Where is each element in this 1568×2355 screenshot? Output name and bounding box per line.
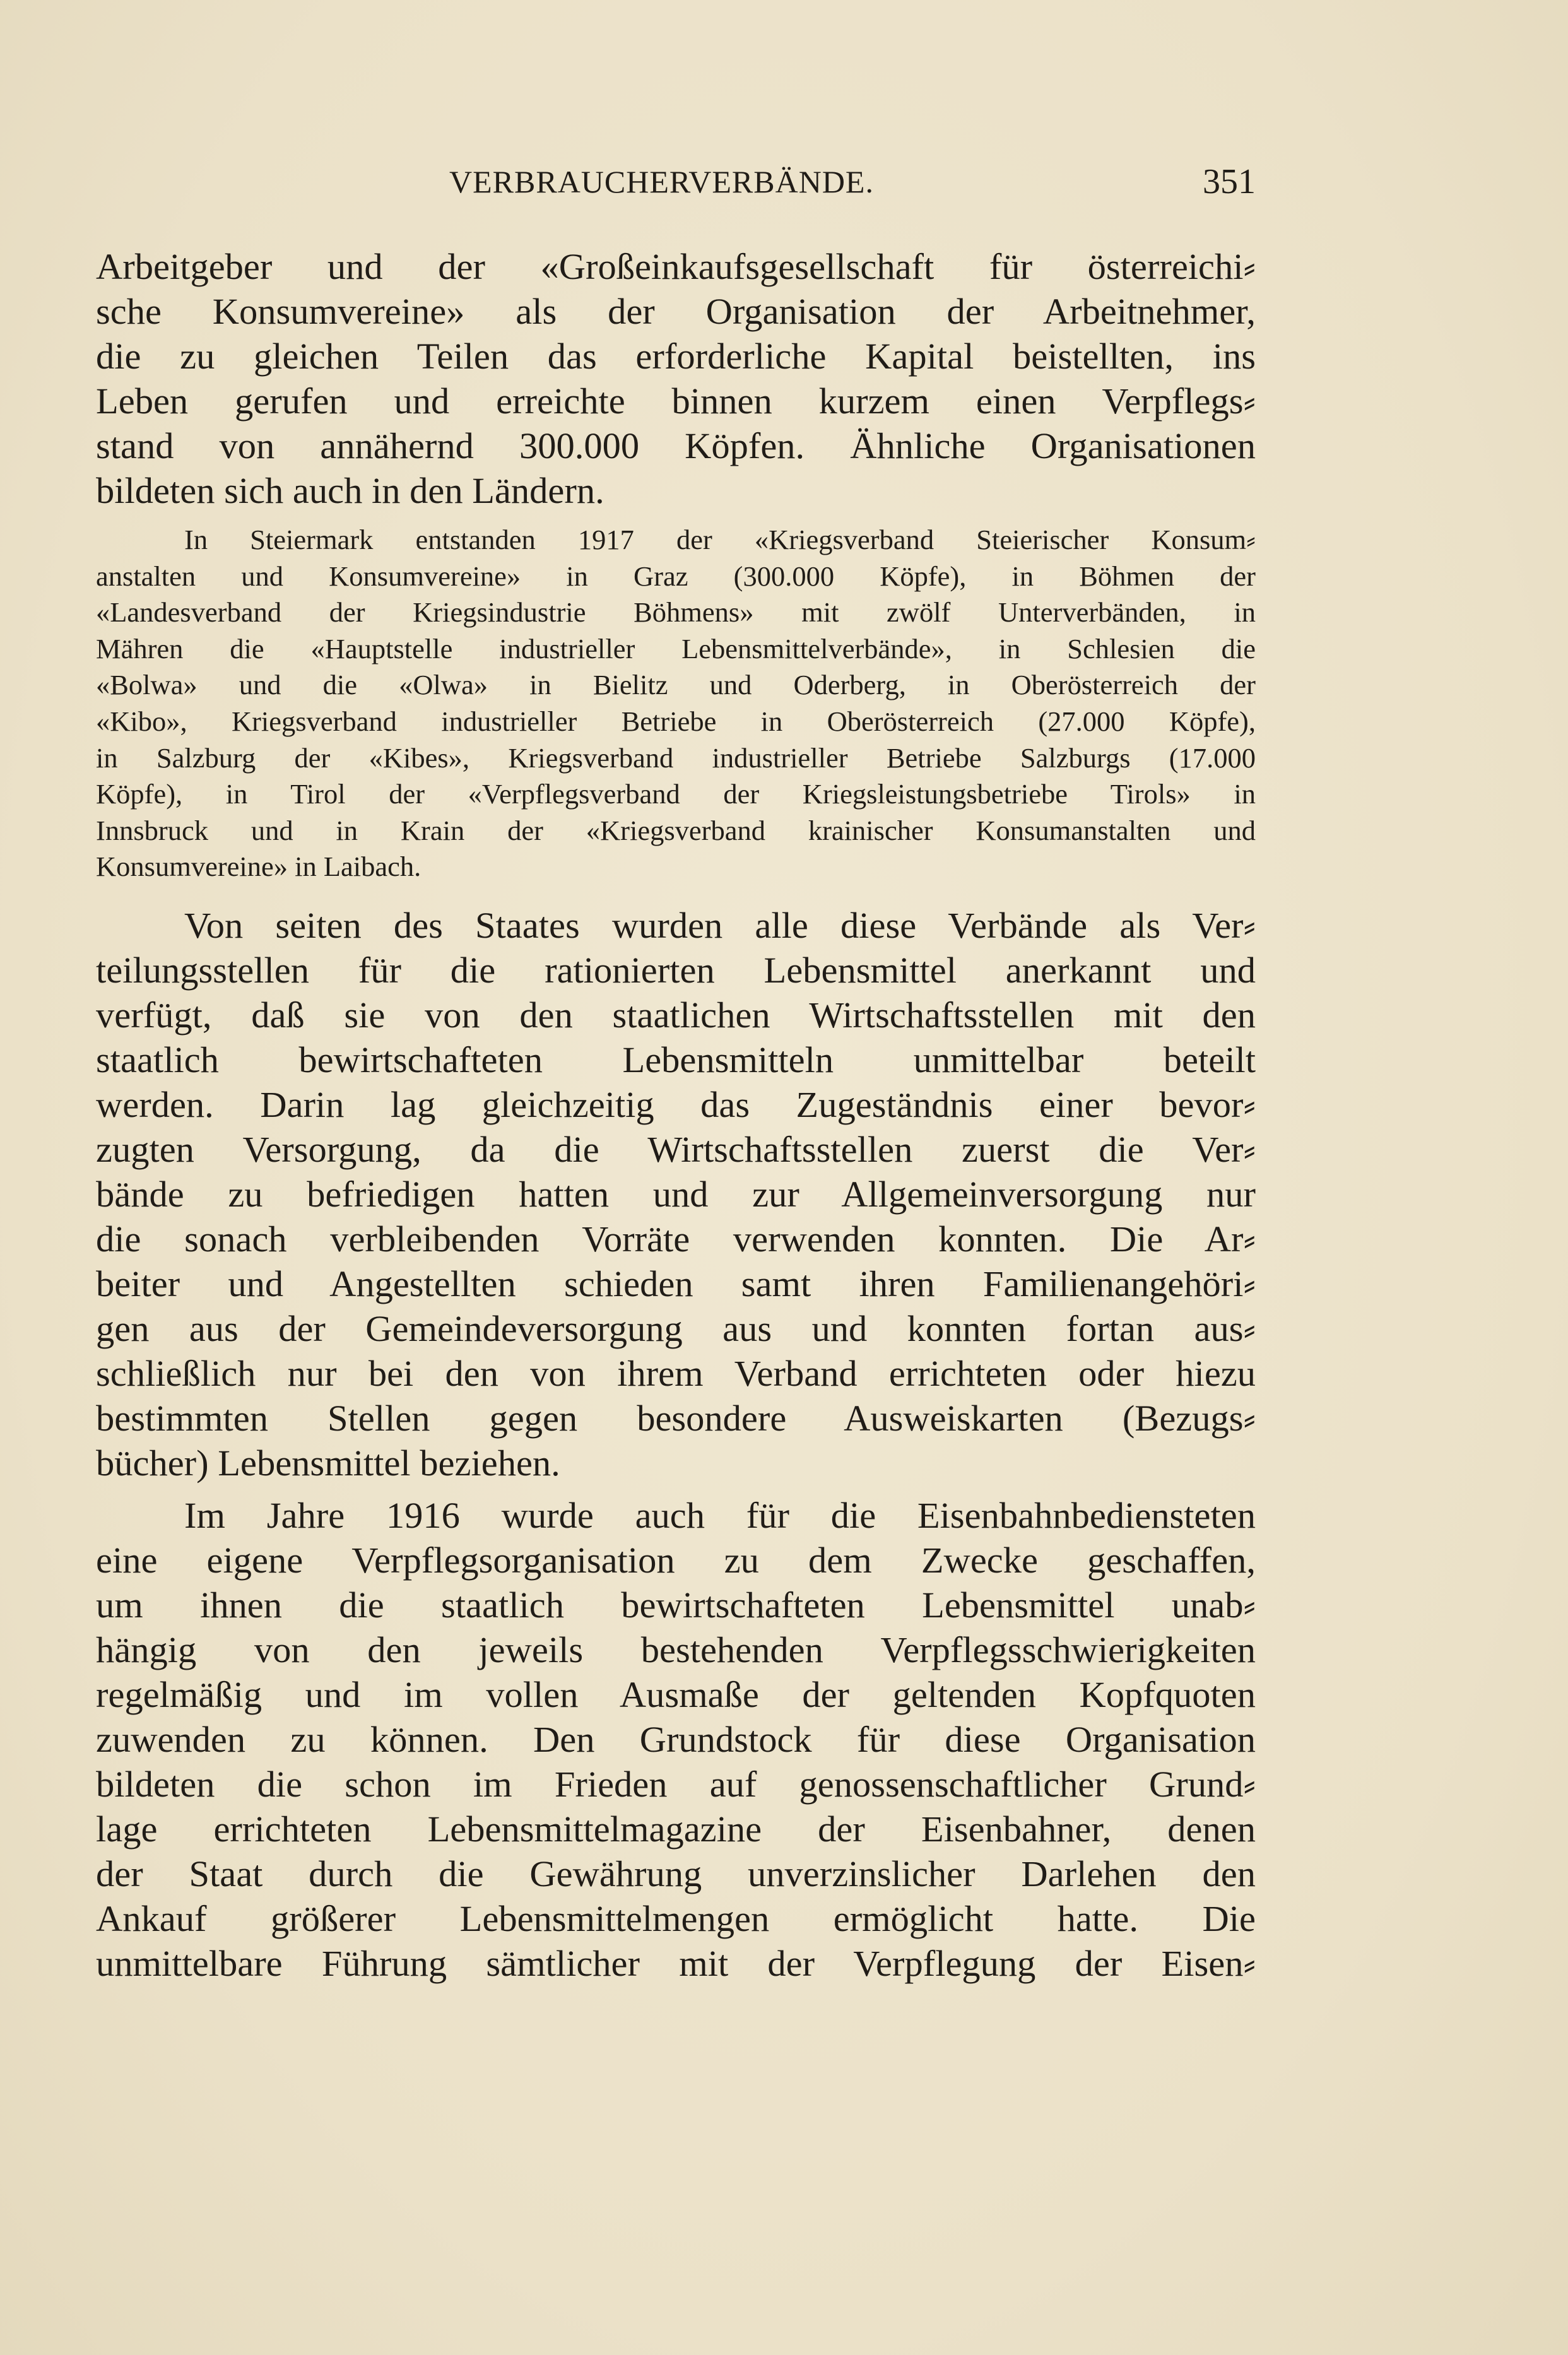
text-line: zuwenden zu können. Den Grundstock für diese Organisation: [96, 1719, 1256, 1760]
paragraph-continued: [96, 244, 1256, 513]
text-line: zugten Versorgung, da die Wirtschaftsstellen zuerst die Ver⸗: [96, 1129, 1256, 1170]
note-line: «Kibo», Kriegsverband industrieller Betriebe in Oberösterreich (27.000 Köpfe),: [96, 705, 1256, 737]
text-line: der Staat durch die Gewährung unverzinslicher Darlehen den: [96, 1853, 1256, 1894]
text-line: staatlich bewirtschafteten Lebensmitteln unmittelbar beteilt: [96, 1039, 1256, 1080]
note-line: Mähren die «Hauptstelle industrieller Lebensmittelverbände», in Schlesien die: [96, 632, 1256, 664]
note-line: «Landesverband der Kriegsindustrie Böhmens» mit zwölf Unterverbänden, in: [96, 596, 1256, 629]
note-line: anstalten und Konsumvereine» in Graz (300.000 Köpfe), in Böhmen der: [96, 560, 1256, 592]
page-number: 351: [1203, 162, 1256, 201]
text-line: verfügt, daß sie von den staatlichen Wirtschaftsstellen mit den: [96, 995, 1256, 1036]
text-line: regelmäßig und im vollen Ausmaße der geltenden Kopfquoten: [96, 1674, 1256, 1715]
page-header: [0, 156, 1256, 207]
text-line: Von seiten des Staates wurden alle diese Verbände als Ver⸗: [184, 905, 1256, 946]
text-line: stand von annähernd 300.000 Köpfen. Ähnliche Organisationen: [96, 425, 1256, 466]
running-head: VERBRAUCHERVERBÄNDE.: [449, 164, 874, 199]
text-line: die zu gleichen Teilen das erforderliche Kapital beistellten, ins: [96, 336, 1256, 377]
text-line: unmittelbare Führung sämtlicher mit der Verpflegung der Eisen⸗: [96, 1943, 1256, 1984]
text-line: bildeten sich auch in den Ländern.: [96, 470, 604, 511]
text-line: bestimmten Stellen gegen besondere Ausweiskarten (Bezugs⸗: [96, 1398, 1256, 1439]
text-line: Arbeitgeber und der «Großeinkaufsgesellschaft für österreichi⸗: [96, 246, 1256, 287]
text-line: Leben gerufen und erreichte binnen kurzem einen Verpflegs⸗: [96, 381, 1256, 422]
text-line: Ankauf größerer Lebensmittelmengen ermöglicht hatte. Die: [96, 1898, 1256, 1939]
small-print-note: [96, 522, 1256, 885]
note-line: in Salzburg der «Kibes», Kriegsverband industrieller Betriebe Salzburgs (17.000: [96, 741, 1256, 774]
text-line: um ihnen die staatlich bewirtschafteten Lebensmittel unab⸗: [96, 1585, 1256, 1626]
text-line: lage errichteten Lebensmittelmagazine der Eisenbahner, denen: [96, 1809, 1256, 1850]
text-line: hängig von den jeweils bestehenden Verpflegsschwierigkeiten: [96, 1629, 1256, 1670]
text-line: gen aus der Gemeindeversorgung aus und konnten fortan aus⸗: [96, 1308, 1256, 1349]
text-line: die sonach verbleibenden Vorräte verwenden konnten. Die Ar⸗: [96, 1219, 1256, 1260]
note-line: Köpfe), in Tirol der «Verpflegsverband der Kriegsleistungsbetriebe Tirols» in: [96, 778, 1256, 810]
text-line: schließlich nur bei den von ihrem Verband errichteten oder hiezu: [96, 1353, 1256, 1394]
text-line: teilungsstellen für die rationierten Lebensmittel anerkannt und: [96, 950, 1256, 991]
note-line: In Steiermark entstanden 1917 der «Kriegsverband Steierischer Konsum⸗: [184, 524, 1256, 555]
note-line: Innsbruck und in Krain der «Kriegsverband krainischer Konsumanstalten und: [96, 814, 1256, 846]
text-line: sche Konsumvereine» als der Organisation der Arbeitnehmer,: [96, 291, 1256, 332]
note-line: Konsumvereine» in Laibach.: [96, 851, 421, 883]
paragraph: [96, 903, 1256, 1485]
text-line: bücher) Lebensmittel beziehen.: [96, 1443, 560, 1484]
text-line: bände zu befriedigen hatten und zur Allgemeinversorgung nur: [96, 1174, 1256, 1215]
text-line: bildeten die schon im Frieden auf genossenschaftlicher Grund⸗: [96, 1764, 1256, 1805]
paragraph: [96, 1493, 1256, 1986]
text-line: werden. Darin lag gleichzeitig das Zugeständnis einer bevor⸗: [96, 1084, 1256, 1125]
text-line: Im Jahre 1916 wurde auch für die Eisenbahnbediensteten: [184, 1495, 1256, 1536]
text-line: beiter und Angestellten schieden samt ihren Familienangehöri⸗: [96, 1263, 1256, 1304]
note-line: «Bolwa» und die «Olwa» in Bielitz und Oderberg, in Oberösterreich der: [96, 669, 1256, 701]
text-line: eine eigene Verpflegsorganisation zu dem Zwecke geschaffen,: [96, 1540, 1256, 1581]
